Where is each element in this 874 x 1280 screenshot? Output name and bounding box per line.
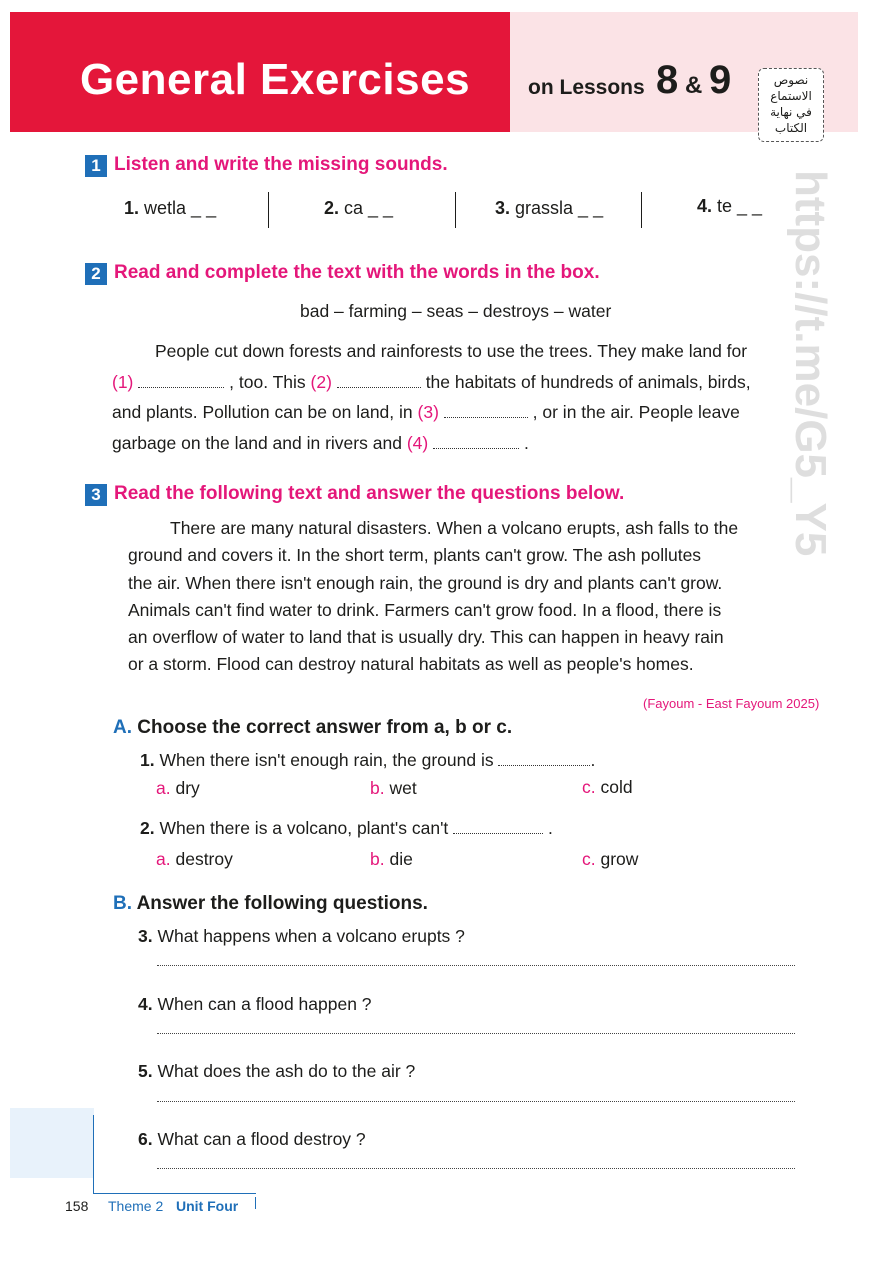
page-title: General Exercises	[79, 55, 471, 104]
question-number: 6.	[138, 1129, 153, 1149]
reading-line: There are many natural disasters. When a volcano erupts, ash falls to the	[170, 518, 739, 538]
part-letter: B.	[113, 893, 132, 914]
reading-line: an overflow of water to land that is usually dry. This can happen in heavy rain	[128, 627, 724, 647]
paragraph-line	[112, 367, 751, 398]
footer-tick	[255, 1197, 256, 1209]
blank-1[interactable]	[138, 373, 224, 388]
question-number: 1.	[140, 750, 155, 770]
paragraph-line	[112, 397, 740, 428]
on-lessons-label: on Lessons	[528, 76, 645, 99]
lesson-number-second: 9	[709, 58, 732, 102]
reading-line: or a storm. Flood can destroy natural habitats as well as people's homes.	[128, 654, 694, 674]
blank-number: (2)	[310, 372, 332, 392]
question-text: What happens when a volcano erupts ?	[157, 926, 465, 946]
option-letter: a.	[156, 849, 171, 869]
option-a[interactable]	[156, 778, 200, 799]
section-3-number: 3	[85, 484, 107, 506]
watermark-text: https://t.me/G5_Y5	[786, 170, 835, 557]
question-text: When there isn't enough rain, the ground is	[159, 750, 494, 770]
arabic-line: نصوص	[773, 73, 809, 87]
question-number: 2.	[140, 818, 155, 838]
item-text: te _ _	[717, 196, 763, 216]
blank-4[interactable]	[433, 434, 519, 449]
option-text: dry	[175, 778, 200, 798]
option-c[interactable]	[582, 777, 633, 798]
lesson-number-first: 8	[656, 58, 679, 102]
item-text: wetla _ _	[144, 198, 217, 218]
arabic-line: في نهاية	[770, 105, 812, 119]
reading-line: the air. When there isn't enough rain, the ground is dry and plants can't grow.	[128, 573, 723, 593]
answer-line[interactable]	[157, 1168, 795, 1169]
page-number: 158	[65, 1198, 89, 1214]
item-text: grassla _ _	[515, 198, 604, 218]
theme-label: Theme 2	[108, 1198, 164, 1214]
section-1-title: Listen and write the missing sounds.	[114, 154, 448, 175]
answer-line[interactable]	[157, 965, 795, 966]
blank-2[interactable]	[337, 373, 421, 388]
source-note: (Fayoum - East Fayoum 2025)	[643, 696, 820, 711]
question-4	[138, 994, 372, 1015]
sound-item-2	[324, 198, 393, 219]
unit-label: Unit Four	[176, 1198, 239, 1214]
reading-line: Animals can't find water to drink. Farmers can't grow food. In a flood, there is	[128, 600, 722, 620]
question-text: What does the ash do to the air ?	[157, 1061, 416, 1081]
question-end: .	[590, 750, 596, 770]
option-b[interactable]	[370, 849, 413, 870]
arabic-line: الاستماع	[770, 89, 812, 103]
question-end: .	[548, 818, 553, 838]
option-c[interactable]	[582, 849, 638, 870]
part-a-heading	[113, 717, 512, 739]
part-letter: A.	[113, 717, 132, 738]
question-number: 5.	[138, 1061, 153, 1081]
question-number: 3.	[138, 926, 153, 946]
question-text: When there is a volcano, plant's can't	[159, 818, 449, 838]
text-fragment: and plants. Pollution can be on land, in	[112, 402, 413, 422]
blank-3[interactable]	[444, 403, 528, 418]
option-text: cold	[600, 777, 633, 797]
item-divider	[641, 192, 642, 228]
item-number: 2.	[324, 198, 340, 218]
text-fragment: , or in the air. People leave	[532, 402, 740, 422]
option-letter: b.	[370, 849, 385, 869]
item-number: 3.	[495, 198, 511, 218]
question-2	[140, 818, 553, 839]
option-text: die	[389, 849, 413, 869]
item-number: 1.	[124, 198, 140, 218]
item-number: 4.	[697, 196, 713, 216]
word-box: bad – farming – seas – destroys – water	[300, 301, 612, 321]
item-divider	[268, 192, 269, 228]
blank-number: (4)	[406, 433, 429, 453]
sound-item-3	[495, 198, 603, 219]
answer-line[interactable]	[157, 1101, 795, 1102]
option-a[interactable]	[156, 849, 233, 870]
option-letter: a.	[156, 778, 171, 798]
item-text: ca _ _	[344, 198, 394, 218]
answer-blank[interactable]	[498, 751, 590, 766]
text-fragment: , too. This	[229, 372, 306, 392]
option-text: destroy	[175, 849, 233, 869]
footer-vertical-rule	[93, 1115, 94, 1193]
answer-blank[interactable]	[453, 819, 543, 834]
question-3	[138, 926, 465, 947]
paragraph-line: People cut down forests and rainforests to use the trees. They make land for	[155, 341, 748, 361]
option-b[interactable]	[370, 778, 417, 799]
question-number: 4.	[138, 994, 153, 1014]
question-text: When can a flood happen ?	[157, 994, 372, 1014]
text-fragment: .	[523, 433, 529, 453]
question-1	[140, 750, 595, 771]
listening-texts-note	[758, 68, 824, 142]
section-1-number: 1	[85, 155, 107, 177]
option-letter: c.	[582, 849, 596, 869]
option-text: wet	[389, 778, 417, 798]
reading-line: ground and covers it. In the short term, plants can't grow. The ash pollutes	[128, 545, 702, 565]
section-2-number: 2	[85, 263, 107, 285]
footer-horizontal-rule	[93, 1193, 256, 1194]
option-letter: c.	[582, 777, 596, 797]
section-3-title: Read the following text and answer the questions below.	[114, 483, 625, 504]
blank-number: (1)	[112, 372, 134, 392]
option-letter: b.	[370, 778, 385, 798]
part-title: Choose the correct answer from a, b or c.	[137, 717, 513, 738]
blank-number: (3)	[417, 402, 439, 422]
part-b-heading	[113, 893, 428, 915]
sound-item-4	[697, 196, 762, 217]
paragraph-line	[112, 428, 529, 459]
question-5	[138, 1061, 415, 1082]
answer-line[interactable]	[157, 1033, 795, 1034]
item-divider	[455, 192, 456, 228]
text-fragment: garbage on the land and in rivers and	[112, 433, 402, 453]
lesson-ampersand: &	[685, 72, 703, 99]
part-title: Answer the following questions.	[136, 893, 428, 914]
section-2-title: Read and complete the text with the words in the box.	[114, 262, 600, 283]
sound-item-1	[124, 198, 216, 219]
question-6	[138, 1129, 366, 1150]
option-text: grow	[600, 849, 639, 869]
arabic-line: الكتاب	[774, 121, 808, 135]
text-fragment: the habitats of hundreds of animals, birds,	[425, 372, 751, 392]
blue-margin-shading	[10, 1108, 94, 1178]
question-text: What can a flood destroy ?	[157, 1129, 366, 1149]
